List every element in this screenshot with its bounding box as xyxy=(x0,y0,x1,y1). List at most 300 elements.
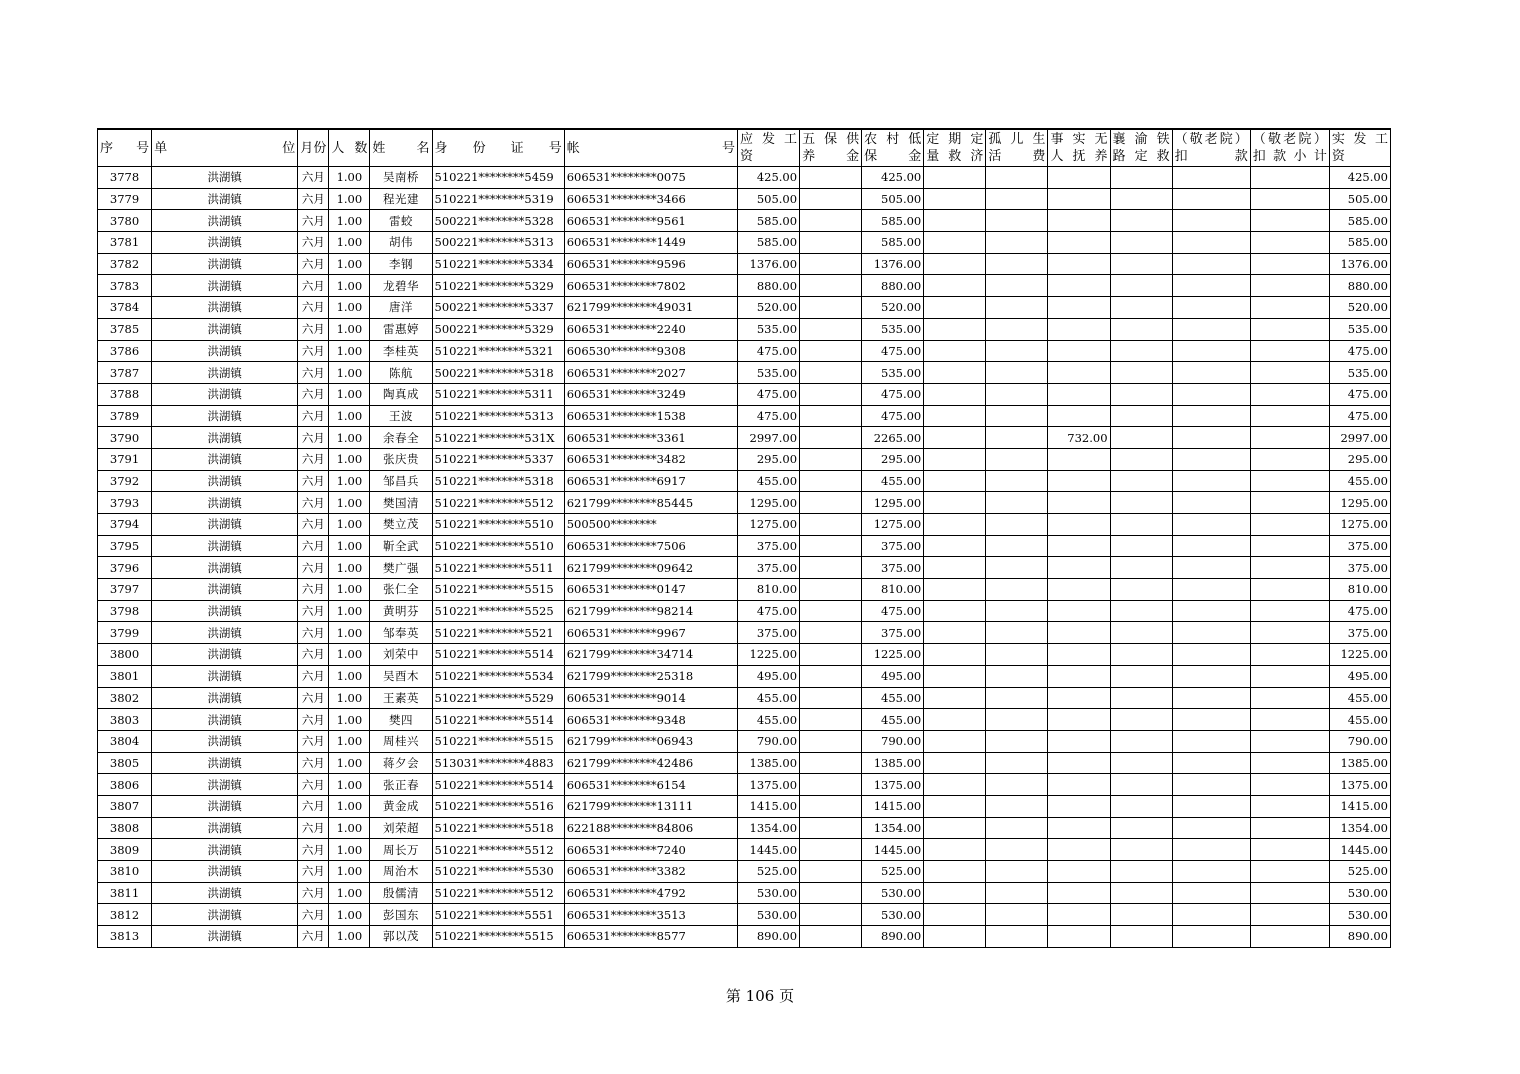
cell-count: 1.00 xyxy=(329,188,370,210)
cell-orphan-fee xyxy=(986,470,1048,492)
cell-railway-relief xyxy=(1110,340,1172,362)
cell-rural-allowance: 425.00 xyxy=(862,167,924,189)
table-row xyxy=(98,687,1391,709)
cell-month: 六月 xyxy=(298,340,329,362)
cell-deduction xyxy=(1172,644,1250,666)
cell-account: 606531********7802 xyxy=(564,275,737,297)
cell-month: 六月 xyxy=(298,318,329,340)
cell-rural-allowance: 810.00 xyxy=(862,579,924,601)
cell-de-facto-orphan xyxy=(1048,362,1110,384)
cell-gross-pay: 2997.00 xyxy=(737,427,799,449)
cell-account: 621799********06943 xyxy=(564,730,737,752)
cell-fixed-relief xyxy=(924,600,986,622)
cell-month: 六月 xyxy=(298,644,329,666)
cell-account: 606531********3482 xyxy=(564,448,737,470)
cell-count: 1.00 xyxy=(329,514,370,536)
cell-deduction xyxy=(1172,730,1250,752)
cell-net-pay: 1385.00 xyxy=(1329,752,1390,774)
cell-deduction xyxy=(1172,383,1250,405)
cell-orphan-fee xyxy=(986,275,1048,297)
cell-net-pay: 535.00 xyxy=(1329,362,1390,384)
cell-count: 1.00 xyxy=(329,297,370,319)
cell-gross-pay: 475.00 xyxy=(737,383,799,405)
cell-deduction xyxy=(1172,448,1250,470)
cell-net-pay: 1445.00 xyxy=(1329,839,1390,861)
cell-gross-pay: 1376.00 xyxy=(737,253,799,275)
cell-rural-allowance: 1275.00 xyxy=(862,514,924,536)
cell-unit: 洪湖镇 xyxy=(152,514,298,536)
table-row xyxy=(98,709,1391,731)
column-header: （敬老院）扣 款 xyxy=(1172,129,1250,167)
cell-railway-relief xyxy=(1110,861,1172,883)
cell-orphan-fee xyxy=(986,253,1048,275)
cell-five-guarantee xyxy=(800,709,862,731)
cell-name: 余春全 xyxy=(370,427,432,449)
cell-unit: 洪湖镇 xyxy=(152,861,298,883)
cell-unit: 洪湖镇 xyxy=(152,730,298,752)
cell-fixed-relief xyxy=(924,644,986,666)
cell-deduction xyxy=(1172,362,1250,384)
cell-de-facto-orphan xyxy=(1048,232,1110,254)
table-row xyxy=(98,622,1391,644)
cell-net-pay: 1375.00 xyxy=(1329,774,1390,796)
cell-five-guarantee xyxy=(800,167,862,189)
cell-rural-allowance: 1354.00 xyxy=(862,817,924,839)
table-row xyxy=(98,579,1391,601)
table-row xyxy=(98,752,1391,774)
cell-account: 606531********9014 xyxy=(564,687,737,709)
cell-five-guarantee xyxy=(800,557,862,579)
cell-fixed-relief xyxy=(924,383,986,405)
cell-five-guarantee xyxy=(800,340,862,362)
cell-month: 六月 xyxy=(298,514,329,536)
cell-fixed-relief xyxy=(924,665,986,687)
cell-gross-pay: 495.00 xyxy=(737,665,799,687)
cell-rural-allowance: 1385.00 xyxy=(862,752,924,774)
cell-railway-relief xyxy=(1110,470,1172,492)
cell-orphan-fee xyxy=(986,644,1048,666)
table-row xyxy=(98,492,1391,514)
cell-fixed-relief xyxy=(924,362,986,384)
cell-gross-pay: 455.00 xyxy=(737,687,799,709)
table-row xyxy=(98,362,1391,384)
cell-account: 621799********13111 xyxy=(564,795,737,817)
column-header: （敬老院）扣 款 小 计 xyxy=(1250,129,1329,167)
cell-deduction xyxy=(1172,752,1250,774)
cell-unit: 洪湖镇 xyxy=(152,579,298,601)
cell-rural-allowance: 475.00 xyxy=(862,383,924,405)
cell-net-pay: 505.00 xyxy=(1329,188,1390,210)
cell-orphan-fee xyxy=(986,340,1048,362)
cell-id-number: 510221********5329 xyxy=(432,275,564,297)
column-header: 农 村 低 保 金 xyxy=(862,129,924,167)
cell-fixed-relief xyxy=(924,340,986,362)
cell-fixed-relief xyxy=(924,535,986,557)
cell-name: 樊四 xyxy=(370,709,432,731)
cell-five-guarantee xyxy=(800,232,862,254)
cell-deduction-subtotal xyxy=(1250,188,1329,210)
cell-serial: 3813 xyxy=(98,926,152,948)
cell-net-pay: 525.00 xyxy=(1329,861,1390,883)
cell-de-facto-orphan xyxy=(1048,839,1110,861)
cell-count: 1.00 xyxy=(329,795,370,817)
cell-orphan-fee xyxy=(986,795,1048,817)
cell-count: 1.00 xyxy=(329,839,370,861)
cell-de-facto-orphan xyxy=(1048,318,1110,340)
cell-name: 吴南桥 xyxy=(370,167,432,189)
cell-de-facto-orphan xyxy=(1048,861,1110,883)
cell-deduction xyxy=(1172,427,1250,449)
payment-table xyxy=(97,128,1391,948)
cell-id-number: 500221********5329 xyxy=(432,318,564,340)
cell-orphan-fee xyxy=(986,861,1048,883)
cell-serial: 3809 xyxy=(98,839,152,861)
cell-deduction xyxy=(1172,709,1250,731)
cell-gross-pay: 1375.00 xyxy=(737,774,799,796)
cell-id-number: 510221********5530 xyxy=(432,861,564,883)
cell-deduction-subtotal xyxy=(1250,687,1329,709)
cell-deduction-subtotal xyxy=(1250,709,1329,731)
cell-account: 606531********9596 xyxy=(564,253,737,275)
cell-deduction xyxy=(1172,861,1250,883)
cell-five-guarantee xyxy=(800,622,862,644)
cell-id-number: 510221********5515 xyxy=(432,926,564,948)
cell-count: 1.00 xyxy=(329,405,370,427)
cell-five-guarantee xyxy=(800,730,862,752)
column-header: 帐 号 xyxy=(564,129,737,167)
cell-deduction-subtotal xyxy=(1250,210,1329,232)
cell-five-guarantee xyxy=(800,861,862,883)
cell-id-number: 510221********5511 xyxy=(432,557,564,579)
cell-five-guarantee xyxy=(800,926,862,948)
cell-deduction xyxy=(1172,839,1250,861)
cell-railway-relief xyxy=(1110,383,1172,405)
cell-orphan-fee xyxy=(986,297,1048,319)
cell-unit: 洪湖镇 xyxy=(152,448,298,470)
cell-railway-relief xyxy=(1110,709,1172,731)
cell-account: 621799********09642 xyxy=(564,557,737,579)
cell-de-facto-orphan xyxy=(1048,297,1110,319)
cell-month: 六月 xyxy=(298,926,329,948)
cell-deduction-subtotal xyxy=(1250,297,1329,319)
cell-serial: 3804 xyxy=(98,730,152,752)
cell-five-guarantee xyxy=(800,535,862,557)
cell-fixed-relief xyxy=(924,210,986,232)
cell-name: 周桂兴 xyxy=(370,730,432,752)
cell-gross-pay: 1415.00 xyxy=(737,795,799,817)
cell-fixed-relief xyxy=(924,817,986,839)
cell-serial: 3799 xyxy=(98,622,152,644)
cell-id-number: 510221********5512 xyxy=(432,492,564,514)
cell-serial: 3805 xyxy=(98,752,152,774)
cell-id-number: 513031********4883 xyxy=(432,752,564,774)
cell-rural-allowance: 790.00 xyxy=(862,730,924,752)
cell-deduction-subtotal xyxy=(1250,362,1329,384)
cell-net-pay: 530.00 xyxy=(1329,882,1390,904)
cell-deduction-subtotal xyxy=(1250,579,1329,601)
cell-id-number: 510221********531X xyxy=(432,427,564,449)
cell-serial: 3781 xyxy=(98,232,152,254)
cell-rural-allowance: 495.00 xyxy=(862,665,924,687)
cell-gross-pay: 425.00 xyxy=(737,167,799,189)
cell-deduction-subtotal xyxy=(1250,622,1329,644)
cell-name: 胡伟 xyxy=(370,232,432,254)
cell-deduction-subtotal xyxy=(1250,817,1329,839)
cell-deduction xyxy=(1172,253,1250,275)
cell-count: 1.00 xyxy=(329,383,370,405)
cell-deduction-subtotal xyxy=(1250,730,1329,752)
cell-deduction-subtotal xyxy=(1250,318,1329,340)
cell-month: 六月 xyxy=(298,795,329,817)
cell-unit: 洪湖镇 xyxy=(152,644,298,666)
cell-orphan-fee xyxy=(986,167,1048,189)
column-header: 姓 名 xyxy=(370,129,432,167)
cell-gross-pay: 1225.00 xyxy=(737,644,799,666)
table-row xyxy=(98,644,1391,666)
cell-de-facto-orphan xyxy=(1048,210,1110,232)
cell-count: 1.00 xyxy=(329,232,370,254)
cell-de-facto-orphan xyxy=(1048,882,1110,904)
cell-fixed-relief xyxy=(924,297,986,319)
cell-id-number: 510221********5510 xyxy=(432,535,564,557)
cell-account: 500500******** xyxy=(564,514,737,536)
cell-unit: 洪湖镇 xyxy=(152,253,298,275)
cell-de-facto-orphan xyxy=(1048,557,1110,579)
cell-month: 六月 xyxy=(298,470,329,492)
cell-net-pay: 475.00 xyxy=(1329,340,1390,362)
cell-de-facto-orphan xyxy=(1048,665,1110,687)
cell-deduction xyxy=(1172,600,1250,622)
cell-month: 六月 xyxy=(298,752,329,774)
cell-unit: 洪湖镇 xyxy=(152,275,298,297)
cell-fixed-relief xyxy=(924,318,986,340)
cell-month: 六月 xyxy=(298,579,329,601)
column-header: 应 发 工 资 xyxy=(737,129,799,167)
cell-orphan-fee xyxy=(986,405,1048,427)
cell-month: 六月 xyxy=(298,383,329,405)
cell-deduction xyxy=(1172,232,1250,254)
cell-gross-pay: 475.00 xyxy=(737,600,799,622)
cell-five-guarantee xyxy=(800,904,862,926)
table-row xyxy=(98,232,1391,254)
cell-deduction-subtotal xyxy=(1250,839,1329,861)
cell-month: 六月 xyxy=(298,405,329,427)
cell-rural-allowance: 585.00 xyxy=(862,232,924,254)
cell-de-facto-orphan xyxy=(1048,535,1110,557)
cell-name: 吴酉木 xyxy=(370,665,432,687)
cell-orphan-fee xyxy=(986,774,1048,796)
cell-deduction-subtotal xyxy=(1250,253,1329,275)
cell-de-facto-orphan xyxy=(1048,340,1110,362)
cell-account: 621799********85445 xyxy=(564,492,737,514)
table-row xyxy=(98,253,1391,275)
cell-rural-allowance: 1295.00 xyxy=(862,492,924,514)
cell-fixed-relief xyxy=(924,167,986,189)
cell-serial: 3808 xyxy=(98,817,152,839)
cell-name: 樊立茂 xyxy=(370,514,432,536)
cell-month: 六月 xyxy=(298,535,329,557)
cell-id-number: 500221********5313 xyxy=(432,232,564,254)
table-row xyxy=(98,861,1391,883)
cell-serial: 3786 xyxy=(98,340,152,362)
cell-count: 1.00 xyxy=(329,709,370,731)
cell-unit: 洪湖镇 xyxy=(152,622,298,644)
cell-orphan-fee xyxy=(986,318,1048,340)
cell-id-number: 510221********5514 xyxy=(432,709,564,731)
cell-orphan-fee xyxy=(986,600,1048,622)
cell-name: 黄明芬 xyxy=(370,600,432,622)
cell-serial: 3803 xyxy=(98,709,152,731)
cell-de-facto-orphan xyxy=(1048,514,1110,536)
cell-deduction-subtotal xyxy=(1250,926,1329,948)
cell-gross-pay: 375.00 xyxy=(737,535,799,557)
table-row xyxy=(98,730,1391,752)
cell-serial: 3806 xyxy=(98,774,152,796)
cell-unit: 洪湖镇 xyxy=(152,470,298,492)
cell-orphan-fee xyxy=(986,904,1048,926)
cell-serial: 3812 xyxy=(98,904,152,926)
cell-deduction-subtotal xyxy=(1250,600,1329,622)
cell-account: 606531********6154 xyxy=(564,774,737,796)
cell-de-facto-orphan xyxy=(1048,405,1110,427)
cell-net-pay: 375.00 xyxy=(1329,622,1390,644)
cell-serial: 3807 xyxy=(98,795,152,817)
cell-five-guarantee xyxy=(800,514,862,536)
cell-count: 1.00 xyxy=(329,817,370,839)
cell-serial: 3810 xyxy=(98,861,152,883)
cell-serial: 3778 xyxy=(98,167,152,189)
cell-rural-allowance: 475.00 xyxy=(862,600,924,622)
cell-unit: 洪湖镇 xyxy=(152,188,298,210)
table-row xyxy=(98,383,1391,405)
cell-rural-allowance: 530.00 xyxy=(862,904,924,926)
column-header: 单 位 xyxy=(152,129,298,167)
cell-rural-allowance: 375.00 xyxy=(862,622,924,644)
cell-count: 1.00 xyxy=(329,861,370,883)
cell-serial: 3797 xyxy=(98,579,152,601)
cell-name: 刘荣超 xyxy=(370,817,432,839)
cell-name: 王素英 xyxy=(370,687,432,709)
cell-deduction xyxy=(1172,665,1250,687)
cell-deduction xyxy=(1172,795,1250,817)
cell-net-pay: 585.00 xyxy=(1329,232,1390,254)
cell-name: 张正春 xyxy=(370,774,432,796)
cell-serial: 3789 xyxy=(98,405,152,427)
cell-de-facto-orphan xyxy=(1048,167,1110,189)
cell-railway-relief xyxy=(1110,687,1172,709)
cell-net-pay: 810.00 xyxy=(1329,579,1390,601)
cell-net-pay: 375.00 xyxy=(1329,557,1390,579)
column-header: 序 号 xyxy=(98,129,152,167)
cell-serial: 3788 xyxy=(98,383,152,405)
table-row xyxy=(98,817,1391,839)
cell-five-guarantee xyxy=(800,448,862,470)
table-row xyxy=(98,318,1391,340)
table-row xyxy=(98,297,1391,319)
cell-five-guarantee xyxy=(800,210,862,232)
cell-month: 六月 xyxy=(298,253,329,275)
cell-de-facto-orphan xyxy=(1048,275,1110,297)
cell-deduction xyxy=(1172,926,1250,948)
cell-account: 606531********0075 xyxy=(564,167,737,189)
cell-account: 606531********4792 xyxy=(564,882,737,904)
cell-railway-relief xyxy=(1110,492,1172,514)
cell-railway-relief xyxy=(1110,253,1172,275)
cell-name: 张仁全 xyxy=(370,579,432,601)
cell-rural-allowance: 890.00 xyxy=(862,926,924,948)
cell-deduction xyxy=(1172,774,1250,796)
column-header: 实 发 工 资 xyxy=(1329,129,1390,167)
cell-de-facto-orphan xyxy=(1048,470,1110,492)
cell-month: 六月 xyxy=(298,275,329,297)
cell-month: 六月 xyxy=(298,687,329,709)
cell-count: 1.00 xyxy=(329,427,370,449)
cell-id-number: 510221********5459 xyxy=(432,167,564,189)
cell-railway-relief xyxy=(1110,817,1172,839)
cell-account: 606531********0147 xyxy=(564,579,737,601)
cell-id-number: 510221********5514 xyxy=(432,774,564,796)
cell-deduction xyxy=(1172,167,1250,189)
cell-deduction xyxy=(1172,405,1250,427)
cell-de-facto-orphan xyxy=(1048,904,1110,926)
cell-railway-relief xyxy=(1110,730,1172,752)
cell-net-pay: 455.00 xyxy=(1329,709,1390,731)
table-row xyxy=(98,340,1391,362)
cell-gross-pay: 535.00 xyxy=(737,362,799,384)
cell-net-pay: 1415.00 xyxy=(1329,795,1390,817)
cell-count: 1.00 xyxy=(329,253,370,275)
cell-gross-pay: 455.00 xyxy=(737,470,799,492)
cell-railway-relief xyxy=(1110,188,1172,210)
cell-account: 621799********49031 xyxy=(564,297,737,319)
cell-month: 六月 xyxy=(298,188,329,210)
cell-month: 六月 xyxy=(298,861,329,883)
cell-month: 六月 xyxy=(298,774,329,796)
table-row xyxy=(98,839,1391,861)
cell-id-number: 510221********5318 xyxy=(432,470,564,492)
cell-name: 程光建 xyxy=(370,188,432,210)
cell-unit: 洪湖镇 xyxy=(152,687,298,709)
cell-orphan-fee xyxy=(986,752,1048,774)
cell-rural-allowance: 375.00 xyxy=(862,535,924,557)
cell-unit: 洪湖镇 xyxy=(152,492,298,514)
cell-deduction-subtotal xyxy=(1250,232,1329,254)
cell-count: 1.00 xyxy=(329,752,370,774)
cell-count: 1.00 xyxy=(329,644,370,666)
cell-unit: 洪湖镇 xyxy=(152,600,298,622)
cell-unit: 洪湖镇 xyxy=(152,774,298,796)
cell-name: 邹昌兵 xyxy=(370,470,432,492)
column-header: 月份 xyxy=(298,129,329,167)
cell-orphan-fee xyxy=(986,926,1048,948)
cell-deduction-subtotal xyxy=(1250,405,1329,427)
cell-rural-allowance: 1375.00 xyxy=(862,774,924,796)
cell-unit: 洪湖镇 xyxy=(152,665,298,687)
cell-name: 樊广强 xyxy=(370,557,432,579)
cell-railway-relief xyxy=(1110,318,1172,340)
cell-name: 雷惠婷 xyxy=(370,318,432,340)
cell-serial: 3787 xyxy=(98,362,152,384)
cell-deduction xyxy=(1172,687,1250,709)
cell-serial: 3782 xyxy=(98,253,152,275)
cell-deduction-subtotal xyxy=(1250,774,1329,796)
table-row xyxy=(98,448,1391,470)
cell-orphan-fee xyxy=(986,817,1048,839)
cell-rural-allowance: 455.00 xyxy=(862,470,924,492)
cell-railway-relief xyxy=(1110,514,1172,536)
cell-orphan-fee xyxy=(986,448,1048,470)
cell-five-guarantee xyxy=(800,297,862,319)
